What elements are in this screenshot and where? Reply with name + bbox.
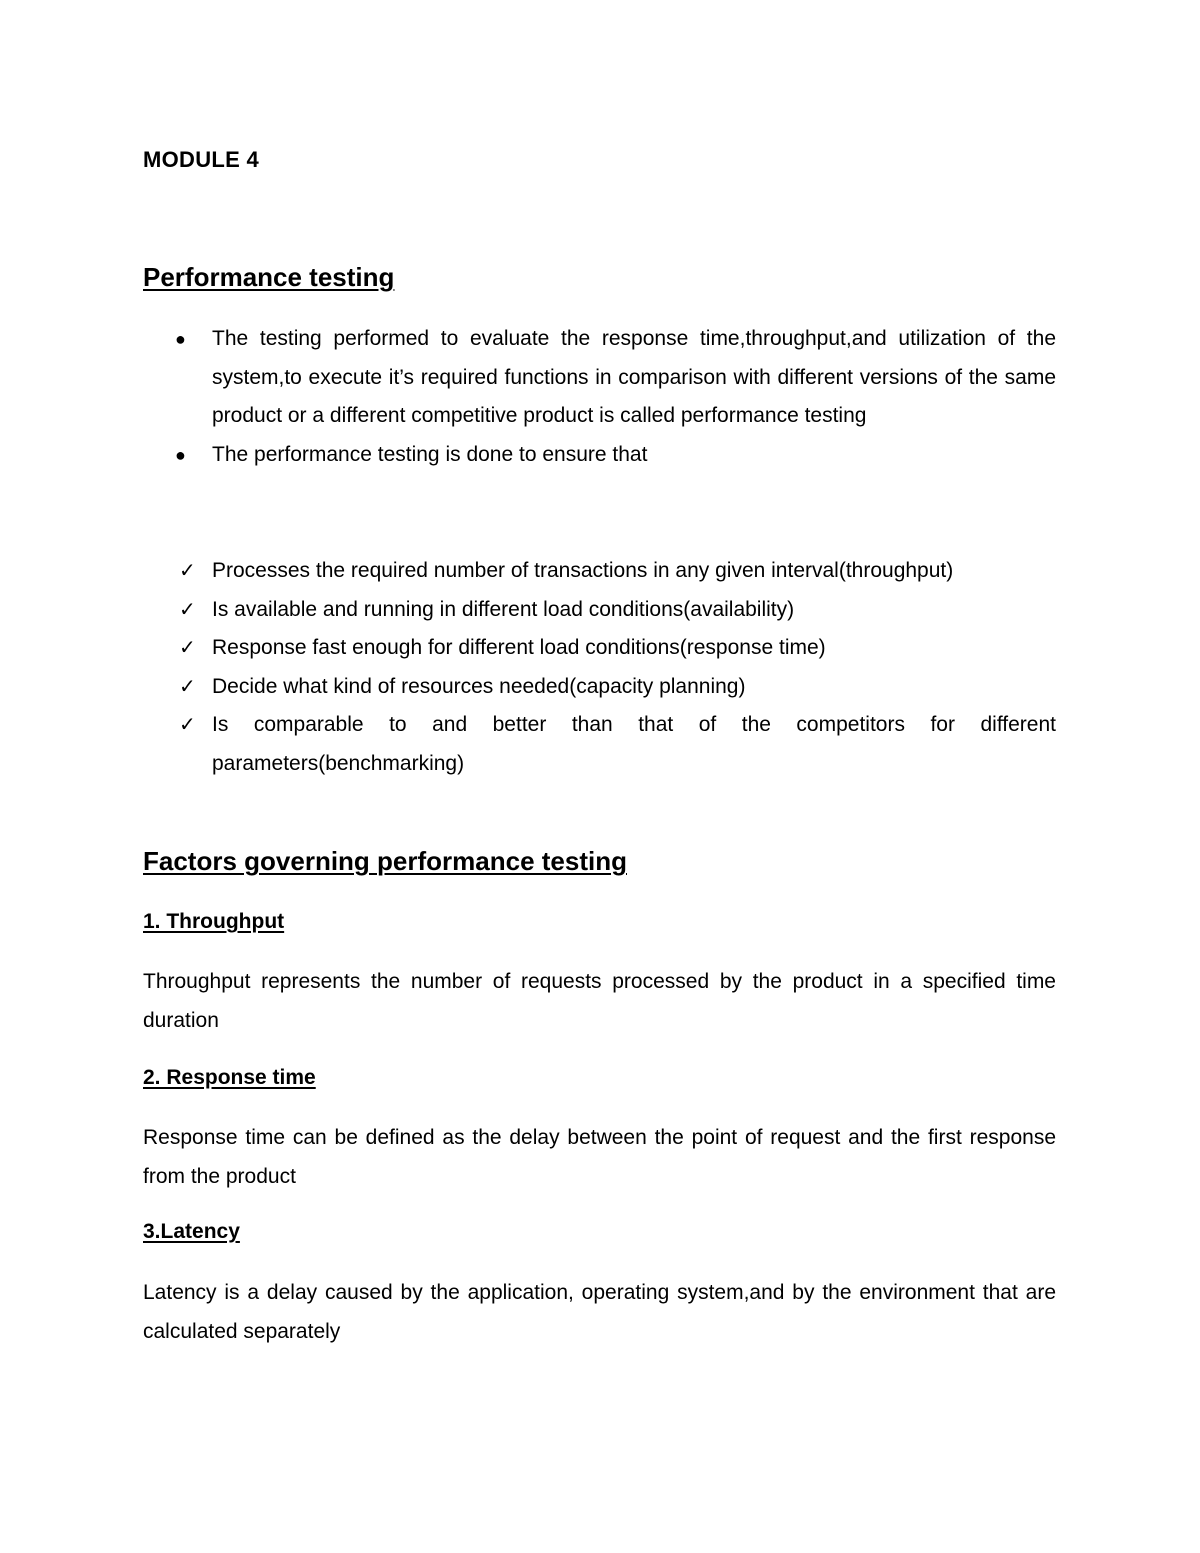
factor-heading-response-time: 2. Response time (143, 1066, 316, 1089)
bullet-item (175, 320, 1056, 436)
factor-text-latency: Latency is a delay caused by the application, operating system,and by the environment that are calculated separately (143, 1281, 1056, 1343)
checkmark-icon: ✓ (179, 675, 196, 698)
checklist-text: Decide what kind of resources needed(capacity planning) (212, 674, 746, 698)
checklist-text: Is comparable to and better than that of the competitors for different parameters(benchmarking) (212, 713, 1056, 775)
module-label: MODULE 4 (143, 147, 260, 172)
checkmark-icon: ✓ (179, 714, 196, 736)
checkmark-icon: ✓ (179, 637, 196, 659)
bullet-dot-icon: ● (175, 444, 186, 465)
bullet-text: The performance testing is done to ensure that (212, 442, 648, 466)
bullet-text: The testing performed to evaluate the response time,throughput,and utilization of the system,to execute it’s required functions in comparison with different versions of the same product or a different competitive product is called performance testing (212, 327, 1056, 427)
checkmark-icon: ✓ (179, 560, 196, 582)
section-title-performance-testing: Performance testing (143, 262, 395, 292)
checklist-item (179, 629, 1056, 668)
checklist-item (179, 591, 1056, 630)
bullet-dot-icon: ● (175, 329, 186, 349)
factor-text-response-time: Response time can be defined as the delay between the point of request and the first response from the product (143, 1126, 1056, 1188)
checklist-item (179, 668, 1056, 707)
bullet-item (175, 436, 1056, 475)
section-title-factors: Factors governing performance testing (143, 846, 627, 876)
checklist-text: Response fast enough for different load conditions(response time) (212, 636, 826, 659)
bullet-list (0, 320, 1056, 474)
checklist-item (179, 552, 1056, 591)
checklist-text: Processes the required number of transactions in any given interval(throughput) (212, 559, 954, 582)
factor-text-throughput: Throughput represents the number of requests processed by the product in a specified time duration (143, 970, 1056, 1032)
checklist-text: Is available and running in different load conditions(availability) (212, 597, 795, 621)
checkmark-icon: ✓ (179, 598, 196, 621)
factor-heading-throughput: 1. Throughput (143, 910, 285, 933)
checklist (0, 552, 1056, 783)
checklist-item (179, 706, 1056, 783)
factor-heading-latency: 3.Latency (143, 1220, 240, 1243)
